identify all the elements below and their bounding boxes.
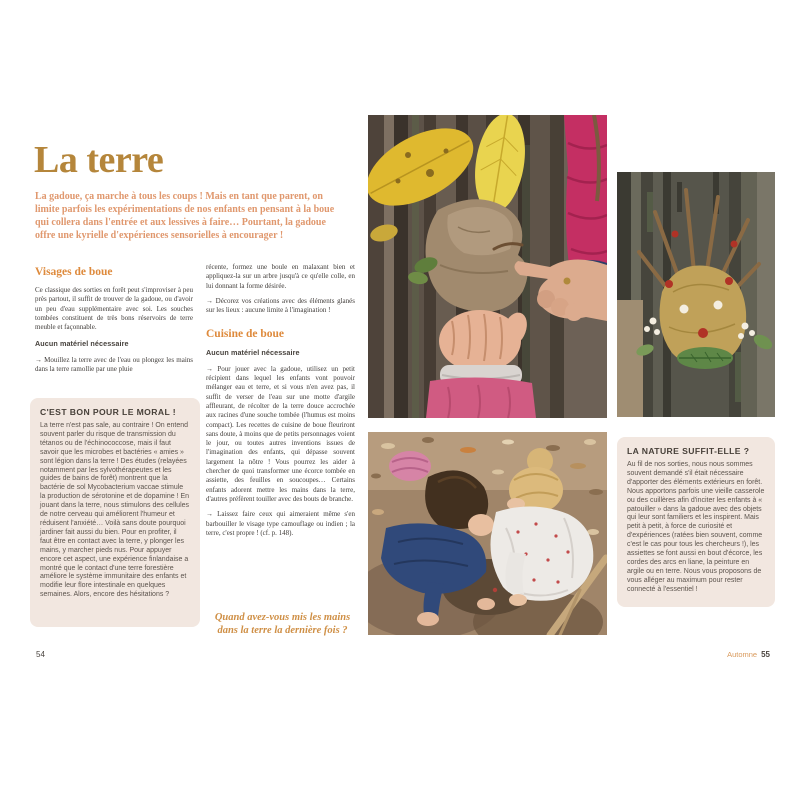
moral-box-title: C'EST BON POUR LE MORAL ! — [40, 407, 177, 417]
page-number-right: 55 — [761, 650, 770, 659]
column-middle — [206, 263, 355, 544]
pull-quote-line-2: dans la terre la dernière fois ? — [217, 625, 348, 636]
sidebar-box-nature — [617, 437, 775, 607]
intro-paragraph: La gadoue, ça marche à tous les coups ! Mais en tant que parent, on limite parfois les expérimentations de nos enfants en pensant à la boue qui collera dans l'entrée et aux lessives à faire… Pourtant, la gadoue offre une kyrielle d'expériences sensorielles à encourager ! — [35, 191, 335, 241]
nature-box-body: Au fil de nos sorties, nous nous sommes souvent demandé s'il était nécessaire d'apporter des éléments extérieurs en forêt. Nous apportons parfois une vieille casserole ou des cuillères afin d'inciter les enfants à « patouiller » dans la gadoue avec des objets qui leur sont familiers et les inspirent. Mais petit à petit, à force de curiosité et d'expériences (ratées bien souvent, comme c'est le cas pour tous les chercheurs !), les assiettes se font aussi en bout d'écorce, les cordes des arcs en liane, la peinture en argile ou en terre. Nous vous proposons de vous alléger au maximum pour rester connecté à l'essentiel ! — [627, 461, 765, 593]
visages-step-1: → Mouillez la terre avec de l'eau ou plongez les mains dans la terre ramollie par une pluie — [35, 355, 193, 374]
section-heading-visages: Visages de boue — [35, 266, 113, 278]
visages-step-1-continued: récente, formez une boule en malaxant bien et appliquez-la sur un arbre jusqu'à ce qu'elle colle, en lui donnant la forme désirée. — [206, 263, 355, 290]
sidebar-box-moral — [30, 398, 200, 627]
photo-mud-face-decorated — [617, 172, 775, 417]
visages-step-2: → Décorez vos créations avec des éléments glanés sur les lieux : aucune limite à l'imagination ! — [206, 296, 355, 315]
photo-children-digging — [368, 432, 607, 635]
moral-box-body: La terre n'est pas sale, au contraire ! On entend souvent parler du risque de transmission du tétanos ou de l'échinococcose, mais il faut savoir que les microbes et bactéries « amies » sont légion dans la terre ! Des études (relayées notamment par les sylvothérapeutes et les guides de bains de forêt) montrent que la bactérie de sol Mycobacterium vaccae stimule la production de sérotonine et de dopamine ! En jouant dans la terre, nous stimulons des cellules de notre cerveau qui améliorent l'humeur et réduisent l'anxiété… Voilà sans doute pourquoi jardiner fait aussi du bien. Pour en profiter, il faut être en contact avec la terre, y plonger les mains, y marcher pieds nus. Pour appuyer encore cet aspect, une expérience finlandaise a montré que le contact d'une terre forestière améliore le système immunitaire des enfants et modifie leur flore intestinale en quelques semaines. Alors, encore des hésitations ? — [40, 422, 190, 599]
visages-materials-label: Aucun matériel nécessaire — [35, 339, 129, 349]
cuisine-materials-label: Aucun matériel nécessaire — [206, 348, 300, 358]
photo-mud-hands-illustration — [368, 115, 607, 418]
cuisine-step-1: → Pour jouer avec la gadoue, utilisez un petit récipient dans lequel les enfants vont pouvoir mélanger eau et terre, et si vous n'en avez pas, il suffit de verser de l'eau sur une motte d'argile affleurant, de récolter de la terre douce accrochée aux racines d'une souche tombée (l'humus est moins compact). Les recettes de cuisine de boue fleuriront sans doute, à moins que de petits personnages voient le jour, ou toutes autres inventions issues de l'imagination des enfants, qui dépasse souvent largement la nôtre ! Vous pourrez les aider à chercher de quoi transformer une écorce tombée en assiette, des feuilles en soucoupes… Certains enfants adorent mettre les mains dans la terre, d'autres préfèrent touiller avec des bouts de branche. — [206, 364, 355, 503]
nature-box-title: LA NATURE SUFFIT-ELLE ? — [627, 446, 750, 456]
pull-quote-line-1: Quand avez-vous mis les mains — [214, 612, 351, 623]
cuisine-step-2: → Laissez faire ceux qui aimeraient même s'en barbouiller le visage type camouflage ou indien ; la terre, c'est propre ! (cf. p. 148). — [206, 510, 355, 537]
pull-quote — [190, 611, 375, 637]
photo-mud-face-illustration — [617, 172, 775, 417]
column-left — [35, 266, 193, 380]
visages-body-text: Ce classique des sorties en forêt peut s'improviser à peu près partout, il suffit de trouver de la gadoue, ou d'avoir un peu d'eau supplémentaire avec soi. Les souches tombées constituent de très bons réservoirs de terre meuble et façonnable. — [35, 286, 193, 332]
photo-children-illustration — [368, 432, 607, 635]
page-number-left: 54 — [36, 650, 45, 659]
photo-mud-hands-on-bark — [368, 115, 607, 418]
section-heading-cuisine: Cuisine de boue — [206, 328, 284, 341]
footer-season-label: Automne — [727, 650, 758, 659]
footer-right — [660, 650, 770, 659]
page-title: La terre — [34, 139, 164, 181]
